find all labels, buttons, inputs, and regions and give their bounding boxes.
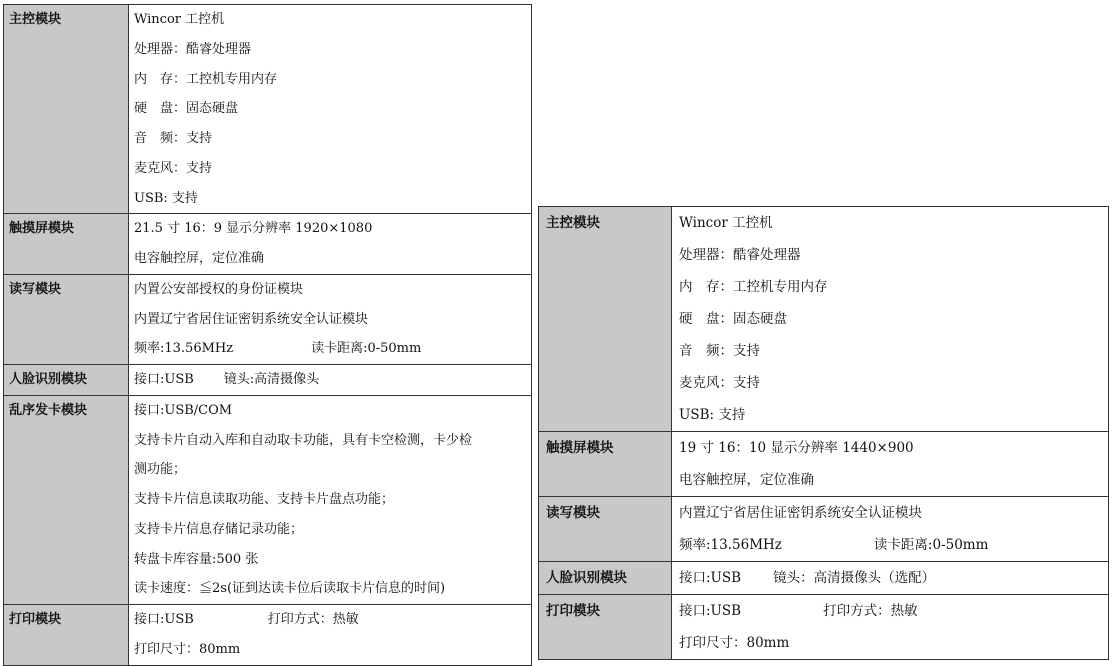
table-row [4,5,532,214]
read-distance-text: 读卡距离:0-50mm [873,537,989,553]
spec-line: 打印尺寸：80mm [679,635,790,651]
spec-line: 硬 盘：固态硬盘 [679,311,787,327]
table-row [4,605,532,666]
spec-line [679,562,1108,594]
table-row [539,562,1109,595]
spec-line [134,605,531,635]
row-label: 人脸识别模块 [4,365,129,396]
print-method-text: 打印方式：热敏 [823,603,918,619]
spec-line: 读卡速度：≦2s(证到达读卡位后读取卡片信息的时间) [134,581,446,597]
spec-line: 音 频：支持 [134,131,213,146]
table-row [4,365,532,396]
spec-line: 处理器：酷睿处理器 [134,41,252,57]
row-value [129,214,532,275]
table-row [4,395,532,604]
row-label: 主控模块 [4,5,129,214]
spec-line [134,334,531,364]
row-value [672,562,1109,595]
read-distance-text: 读卡距离:0-50mm [311,341,422,357]
spec-table-left [3,4,532,666]
frequency-text: 频率:13.56MHz [679,537,782,553]
interface-text: 接口:USB [679,603,742,619]
spec-line: 硬 盘：固态硬盘 [134,101,239,117]
spec-line: 电容触控屏，定位准确 [679,472,814,488]
spec-line: 支持卡片自动入库和自动取卡功能，具有卡空检测，卡少检 [134,432,473,448]
spec-line: Wincor 工控机 [679,215,773,231]
spec-line: 打印尺寸：80mm [134,641,241,657]
table-row [4,274,532,364]
spec-line [679,595,1108,627]
row-label: 打印模块 [4,605,129,666]
row-label: 读写模块 [4,274,129,364]
row-label: 触摸屏模块 [4,214,129,275]
row-value [129,5,532,214]
row-value [129,395,532,604]
spec-line: 19 寸 16：10 显示分辨率 1440×900 [679,440,914,456]
spec-line: 接口:USB/COM [134,402,233,418]
spec-line: 测功能； [134,462,187,478]
row-value [129,605,532,666]
row-label: 人脸识别模块 [539,562,672,595]
row-label: 主控模块 [539,207,672,432]
lens-text: 镜头:高清摄像头 [223,372,320,387]
table-row [539,207,1109,432]
spec-line: 音 频：支持 [679,343,760,359]
interface-text: 接口:USB [679,570,742,586]
spec-line: 支持卡片信息读取功能、支持卡片盘点功能； [134,492,395,507]
row-label: 读写模块 [539,497,672,562]
interface-text: 接口:USB [134,372,194,387]
row-value [672,432,1109,497]
spec-line: 21.5 寸 16：9 显示分辨率 1920×1080 [134,221,373,237]
spec-line: 电容触控屏，定位准确 [134,251,265,266]
row-value [129,274,532,364]
spec-line: 转盘卡库容量:500 张 [134,551,259,567]
frequency-text: 频率:13.56MHz [134,341,234,357]
table-row [539,497,1109,562]
table-row [4,214,532,275]
spec-line: Wincor 工控机 [134,12,225,27]
spec-line: USB: 支持 [679,407,746,423]
spec-line: 麦克风：支持 [679,375,760,391]
print-method-text: 打印方式：热敏 [267,612,359,627]
spec-line: 内置辽宁省居住证密钥系统安全认证模块 [679,505,922,521]
spec-table-right [538,206,1109,660]
row-label: 打印模块 [539,595,672,660]
spec-line: 内 存：工控机专用内存 [134,71,278,87]
row-value [672,595,1109,660]
table-row [539,595,1109,660]
interface-text: 接口:USB [134,612,194,627]
spec-line: 麦克风：支持 [134,160,213,176]
row-value [672,497,1109,562]
spec-line: 处理器：酷睿处理器 [679,247,801,263]
row-value [672,207,1109,432]
lens-text: 镜头：高清摄像头（选配） [773,570,936,586]
spec-line: 内 存：工控机专用内存 [679,279,828,295]
row-label: 触摸屏模块 [539,432,672,497]
row-value [129,365,532,396]
spec-line: 支持卡片信息存储记录功能； [134,521,304,537]
spec-line [134,365,531,395]
row-label: 乱序发卡模块 [4,395,129,604]
spec-line: 内置辽宁省居住证密钥系统安全认证模块 [134,311,369,327]
spec-line [679,529,1108,561]
spec-line: USB: 支持 [134,190,198,206]
table-row [539,432,1109,497]
spec-line: 内置公安部授权的身份证模块 [134,281,304,297]
